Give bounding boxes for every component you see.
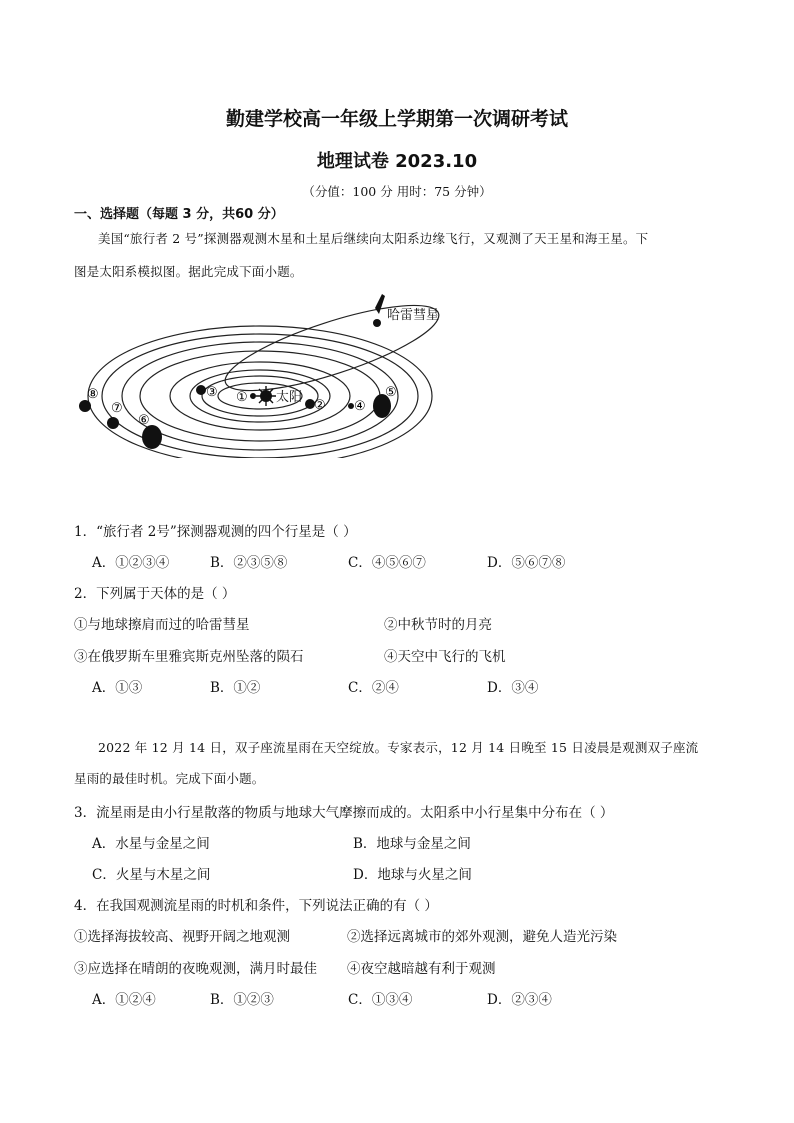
q4-option-d[interactable]: D．②③④	[487, 992, 552, 1008]
planet-8-label: ⑧	[87, 387, 99, 402]
q4-statement-4: ④夜空越暗越有利于观测	[347, 961, 496, 977]
q3-option-a[interactable]: A．水星与金星之间	[92, 836, 210, 852]
planet-7-label: ⑦	[111, 401, 123, 416]
passage2-line-1: 2022 年 12 月 14 日，双子座流星雨在天空绽放。专家表示，12 月 14 日晚至 15 日凌晨是观测双子座流	[98, 740, 699, 755]
exam-title: 勤建学校高一年级上学期第一次调研考试	[225, 108, 568, 130]
q4-statement-2: ②选择远离城市的郊外观测，避免人造光污染	[347, 929, 617, 945]
q2-statement-4: ④天空中飞行的飞机	[384, 649, 506, 665]
comet-orbit	[217, 289, 446, 408]
comet-head-icon	[373, 319, 381, 327]
q1-option-d[interactable]: D．⑤⑥⑦⑧	[487, 555, 566, 571]
exam-meta: （分值：100 分 用时：75 分钟）	[302, 184, 492, 199]
sun-rays-icon	[256, 386, 276, 406]
planet-4-label: ④	[354, 399, 366, 414]
solar-system-diagram	[70, 288, 450, 458]
planet-6-dot	[142, 425, 162, 449]
q2-statement-3: ③在俄罗斯车里雅宾斯克州坠落的陨石	[74, 649, 304, 665]
q2-option-c[interactable]: C．②④	[348, 680, 399, 696]
q3-option-c[interactable]: C．火星与木星之间	[92, 867, 211, 883]
planet-3-dot	[196, 385, 206, 395]
q3-option-d[interactable]: D．地球与火星之间	[353, 867, 472, 883]
planet-7-dot	[107, 417, 119, 429]
planet-3-label: ③	[206, 385, 218, 400]
comet-tail-icon	[375, 294, 385, 314]
planet-5-label: ⑤	[385, 385, 397, 400]
q2-statement-2: ②中秋节时的月亮	[384, 617, 492, 633]
q1-option-a[interactable]: A．①②③④	[92, 555, 170, 571]
q4-stem: 4．在我国观测流星雨的时机和条件，下列说法正确的有（ ）	[74, 898, 438, 914]
q2-option-b[interactable]: B．①②	[210, 680, 261, 696]
section-heading: 一、选择题（每题 3 分，共60 分）	[74, 207, 284, 222]
q2-stem: 2．下列属于天体的是（ ）	[74, 586, 236, 602]
exam-subtitle: 地理试卷 2023.10	[316, 151, 478, 172]
q1-option-c[interactable]: C．④⑤⑥⑦	[348, 555, 426, 571]
q2-option-d[interactable]: D．③④	[487, 680, 539, 696]
q3-option-b[interactable]: B．地球与金星之间	[353, 836, 471, 852]
planet-1-label: ①	[236, 390, 248, 405]
q1-option-b[interactable]: B．②③⑤⑧	[210, 555, 288, 571]
planet-1-dot	[250, 393, 256, 399]
planet-6-label: ⑥	[138, 413, 150, 428]
q4-option-a[interactable]: A．①②④	[92, 992, 156, 1008]
intro-line-2: 图是太阳系模拟图。据此完成下面小题。	[74, 264, 303, 279]
q4-statement-3: ③应选择在晴朗的夜晚观测，满月时最佳	[74, 961, 317, 977]
planet-2-label: ②	[314, 398, 326, 413]
intro-line-1: 美国“旅行者 2 号”探测器观测木星和土星后继续向太阳系边缘飞行，又观测了天王星和海王星。下	[98, 231, 649, 246]
q1-stem: 1．“旅行者 2号”探测器观测的四个行星是（ ）	[74, 524, 357, 540]
q2-option-a[interactable]: A．①③	[92, 680, 143, 696]
q4-option-c[interactable]: C．①③④	[348, 992, 413, 1008]
orbit-8	[88, 326, 432, 458]
passage2-line-2: 星雨的最佳时机。完成下面小题。	[74, 771, 265, 786]
comet-label: 哈雷彗星	[387, 308, 440, 323]
q4-option-b[interactable]: B．①②③	[210, 992, 274, 1008]
sun-label: 太阳	[276, 390, 303, 405]
q3-stem: 3．流星雨是由小行星散落的物质与地球大气摩擦而成的。太阳系中小行星集中分布在（ ）	[74, 805, 614, 821]
q2-statement-1: ①与地球擦肩而过的哈雷彗星	[74, 617, 250, 633]
q4-statement-1: ①选择海拔较高、视野开阔之地观测	[74, 929, 290, 945]
